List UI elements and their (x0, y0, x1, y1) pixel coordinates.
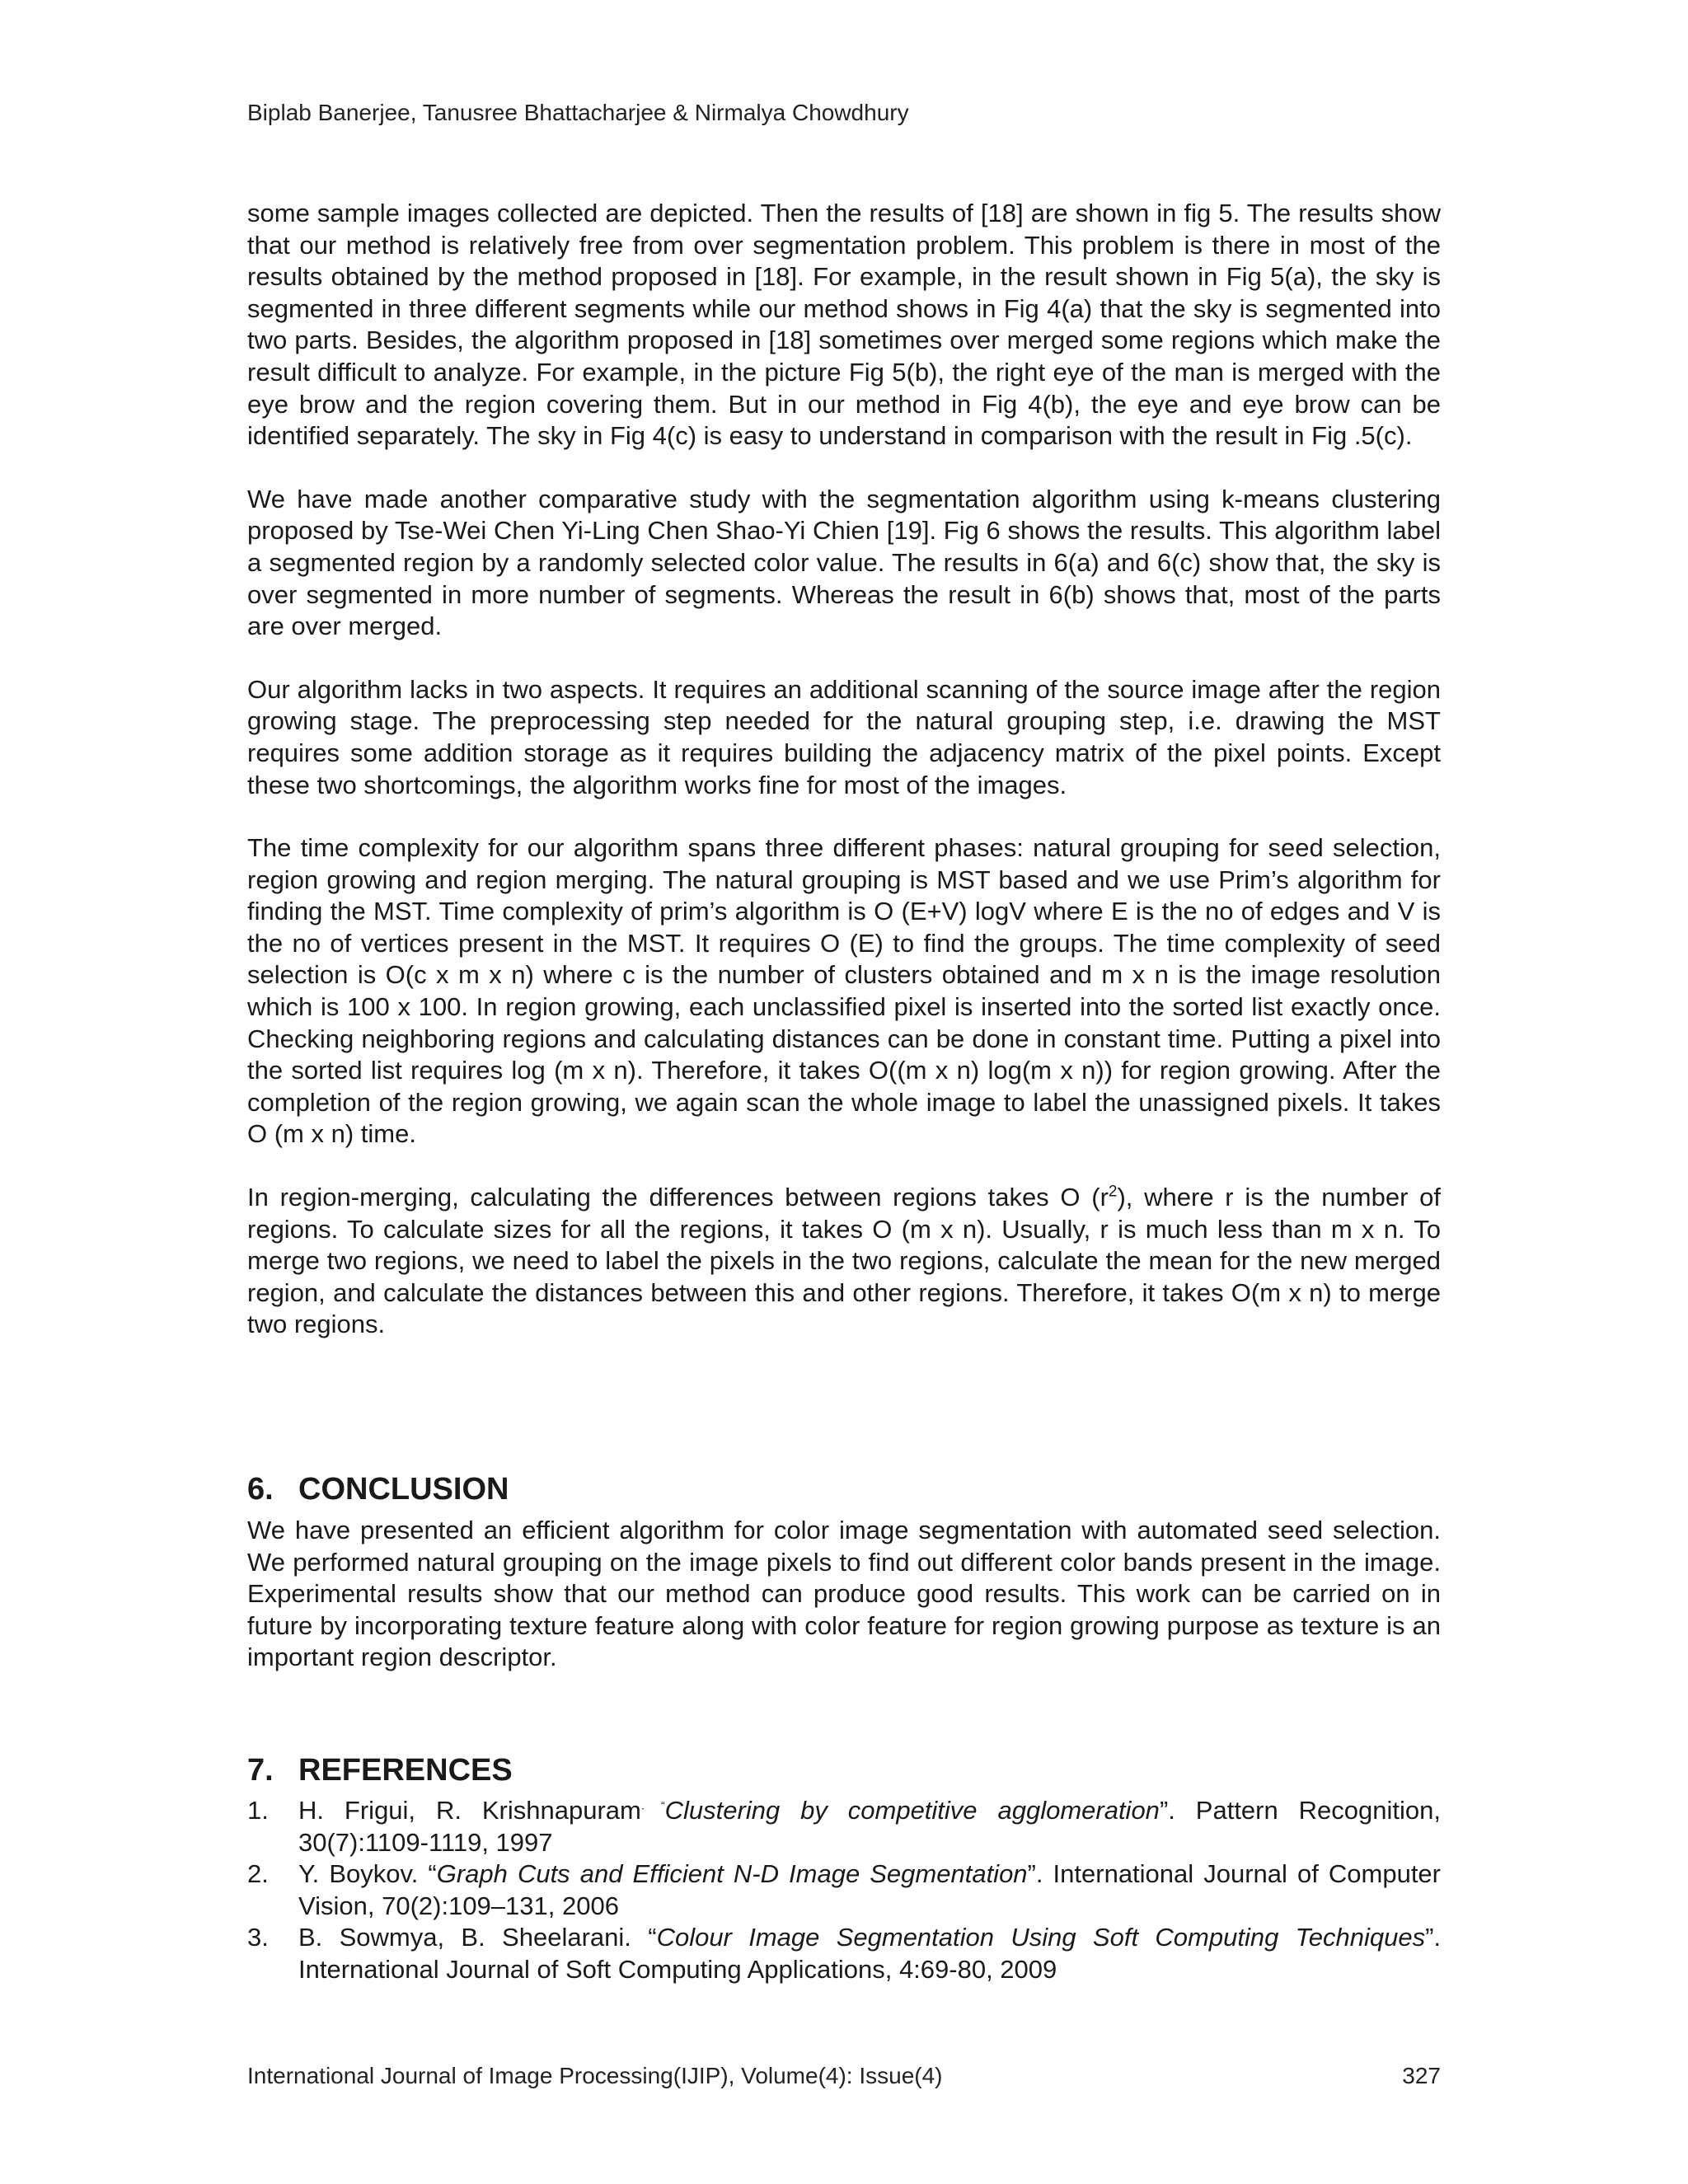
references-heading (247, 1751, 1441, 1789)
merging-text-end: ), where r is the number of regions. To calculate sizes for all the regions, it takes O (m x n). Usually, r is much less than m x n. To merge two regions, we need to label the pixels in the two regions, calculate the mean for the new merged region, and calculate the distances between this and other regions. Therefore, it takes O(m x n) to merge two regions. (247, 1183, 1441, 1339)
page-number: 327 (1402, 2063, 1441, 2088)
paragraph-region-merging (247, 1182, 1441, 1341)
reference-source: ”. International Journal of Computer Vision, 70(2):109–131, 2006 (298, 1859, 1441, 1920)
reference-number: 2. (247, 1859, 269, 1889)
reference-item (247, 1858, 1441, 1922)
paragraph-time-complexity: The time complexity for our algorithm spans three different phases: natural grouping for seed selection, region growing and region merging. The natural grouping is MST based and we use Prim’s algorithm for finding the MST. Time complexity of prim’s algorithm is O (E+V) logV where E is the no of edges and V is the no of vertices present in the MST. It requires O (E) to find the groups. The time complexity of seed selection is O(c x m x n) where c is the number of clusters obtained and m x n is the image resolution which is 100 x 100. In region growing, each unclassified pixel is inserted into the sorted list exactly once. Checking neighboring regions and calculating distances can be done in constant time. Putting a pixel into the sorted list requires log (m x n). Therefore, it takes O((m x n) log(m x n)) for region growing. After the completion of the region growing, we again scan the whole image to label the unassigned pixels. It takes O (m x n) time. (247, 833, 1441, 1149)
reference-title: Graph Cuts and Efficient N-D Image Segmentation (436, 1859, 1028, 1889)
running-head-authors: Biplab Banerjee, Tanusree Bhattacharjee & Nirmalya Chowdhury (247, 100, 909, 125)
paragraph-comparison-19: We have made another comparative study with the segmentation algorithm using k-means clustering proposed by Tse-Wei Chen Yi-Ling Chen Shao-Yi Chien [19]. Fig 6 shows the results. This algorithm label a segmented region by a randomly selected color value. The results in 6(a) and 6(c) show that, the sky is over segmented in more number of segments. Whereas the result in 6(b) shows that, most of the parts are over merged. (247, 484, 1441, 641)
references-number: 7. (247, 1753, 274, 1788)
paragraph-limitations: Our algorithm lacks in two aspects. It requires an additional scanning of the source image after the region growing stage. The preprocessing step needed for the natural grouping step, i.e. drawing the MST requires some addition storage as it requires building the adjacency matrix of the pixel points. Except these two shortcomings, the algorithm works fine for most of the images. (247, 674, 1441, 799)
reference-number: 1. (247, 1796, 269, 1825)
reference-title: Colour Image Segmentation Using Soft Computing Techniques (656, 1923, 1426, 1952)
conclusion-text: We have presented an efficient algorithm for color image segmentation with automated seed selection. We performed natural grouping on the image pixels to find out different color bands present in the image. Experimental results show that our method can produce good results. This work can be carried on in future by incorporating texture feature along with color feature for region growing purpose as texture is an important region descriptor. (247, 1516, 1441, 1672)
reference-authors: H. Frigui, R. Krishnapuram (298, 1796, 641, 1825)
reference-mark: . “ (640, 1798, 665, 1812)
reference-source: ”. International Journal of Soft Computing Applications, 4:69-80, 2009 (298, 1923, 1442, 1984)
reference-item (247, 1922, 1441, 1985)
reference-authors: B. Sowmya, B. Sheelarani. “ (298, 1923, 657, 1952)
conclusion-title: CONCLUSION (298, 1472, 509, 1507)
conclusion-heading (247, 1470, 1441, 1508)
references-title: REFERENCES (298, 1753, 513, 1788)
reference-list (247, 1795, 1441, 1986)
paragraph-comparison-18: some sample images collected are depicted. Then the results of [18] are shown in fig 5. The results show that our method is relatively free from over segmentation problem. This problem is there in most of the results obtained by the method proposed in [18]. For example, in the result shown in Fig 5(a), the sky is segmented in three different segments while our method shows in Fig 4(a) that the sky is segmented into two parts. Besides, the algorithm proposed in [18] sometimes over merged some regions which make the result difficult to analyze. For example, in the picture Fig 5(b), the right eye of the man is merged with the eye brow and the region covering them. But in our method in Fig 4(b), the eye and eye brow can be identified separately. The sky in Fig 4(c) is easy to understand in comparison with the result in Fig .5(c). (247, 199, 1441, 451)
superscript-two: 2 (1108, 1183, 1118, 1201)
reference-number: 3. (247, 1923, 269, 1952)
main-body-text (247, 198, 1441, 1341)
footer-journal: International Journal of Image Processing(IJIP), Volume(4): Issue(4) (247, 2063, 943, 2088)
reference-authors: Y. Boykov. “ (298, 1859, 437, 1889)
merging-text-start: In region-merging, calculating the differences between regions takes O (r (247, 1183, 1109, 1212)
reference-title: Clustering by competitive agglomeration (664, 1796, 1160, 1825)
reference-item (247, 1795, 1441, 1858)
conclusion-number: 6. (247, 1472, 274, 1507)
reference-source: ”. Pattern Recognition, 30(7):1109-1119, 1997 (298, 1796, 1441, 1857)
